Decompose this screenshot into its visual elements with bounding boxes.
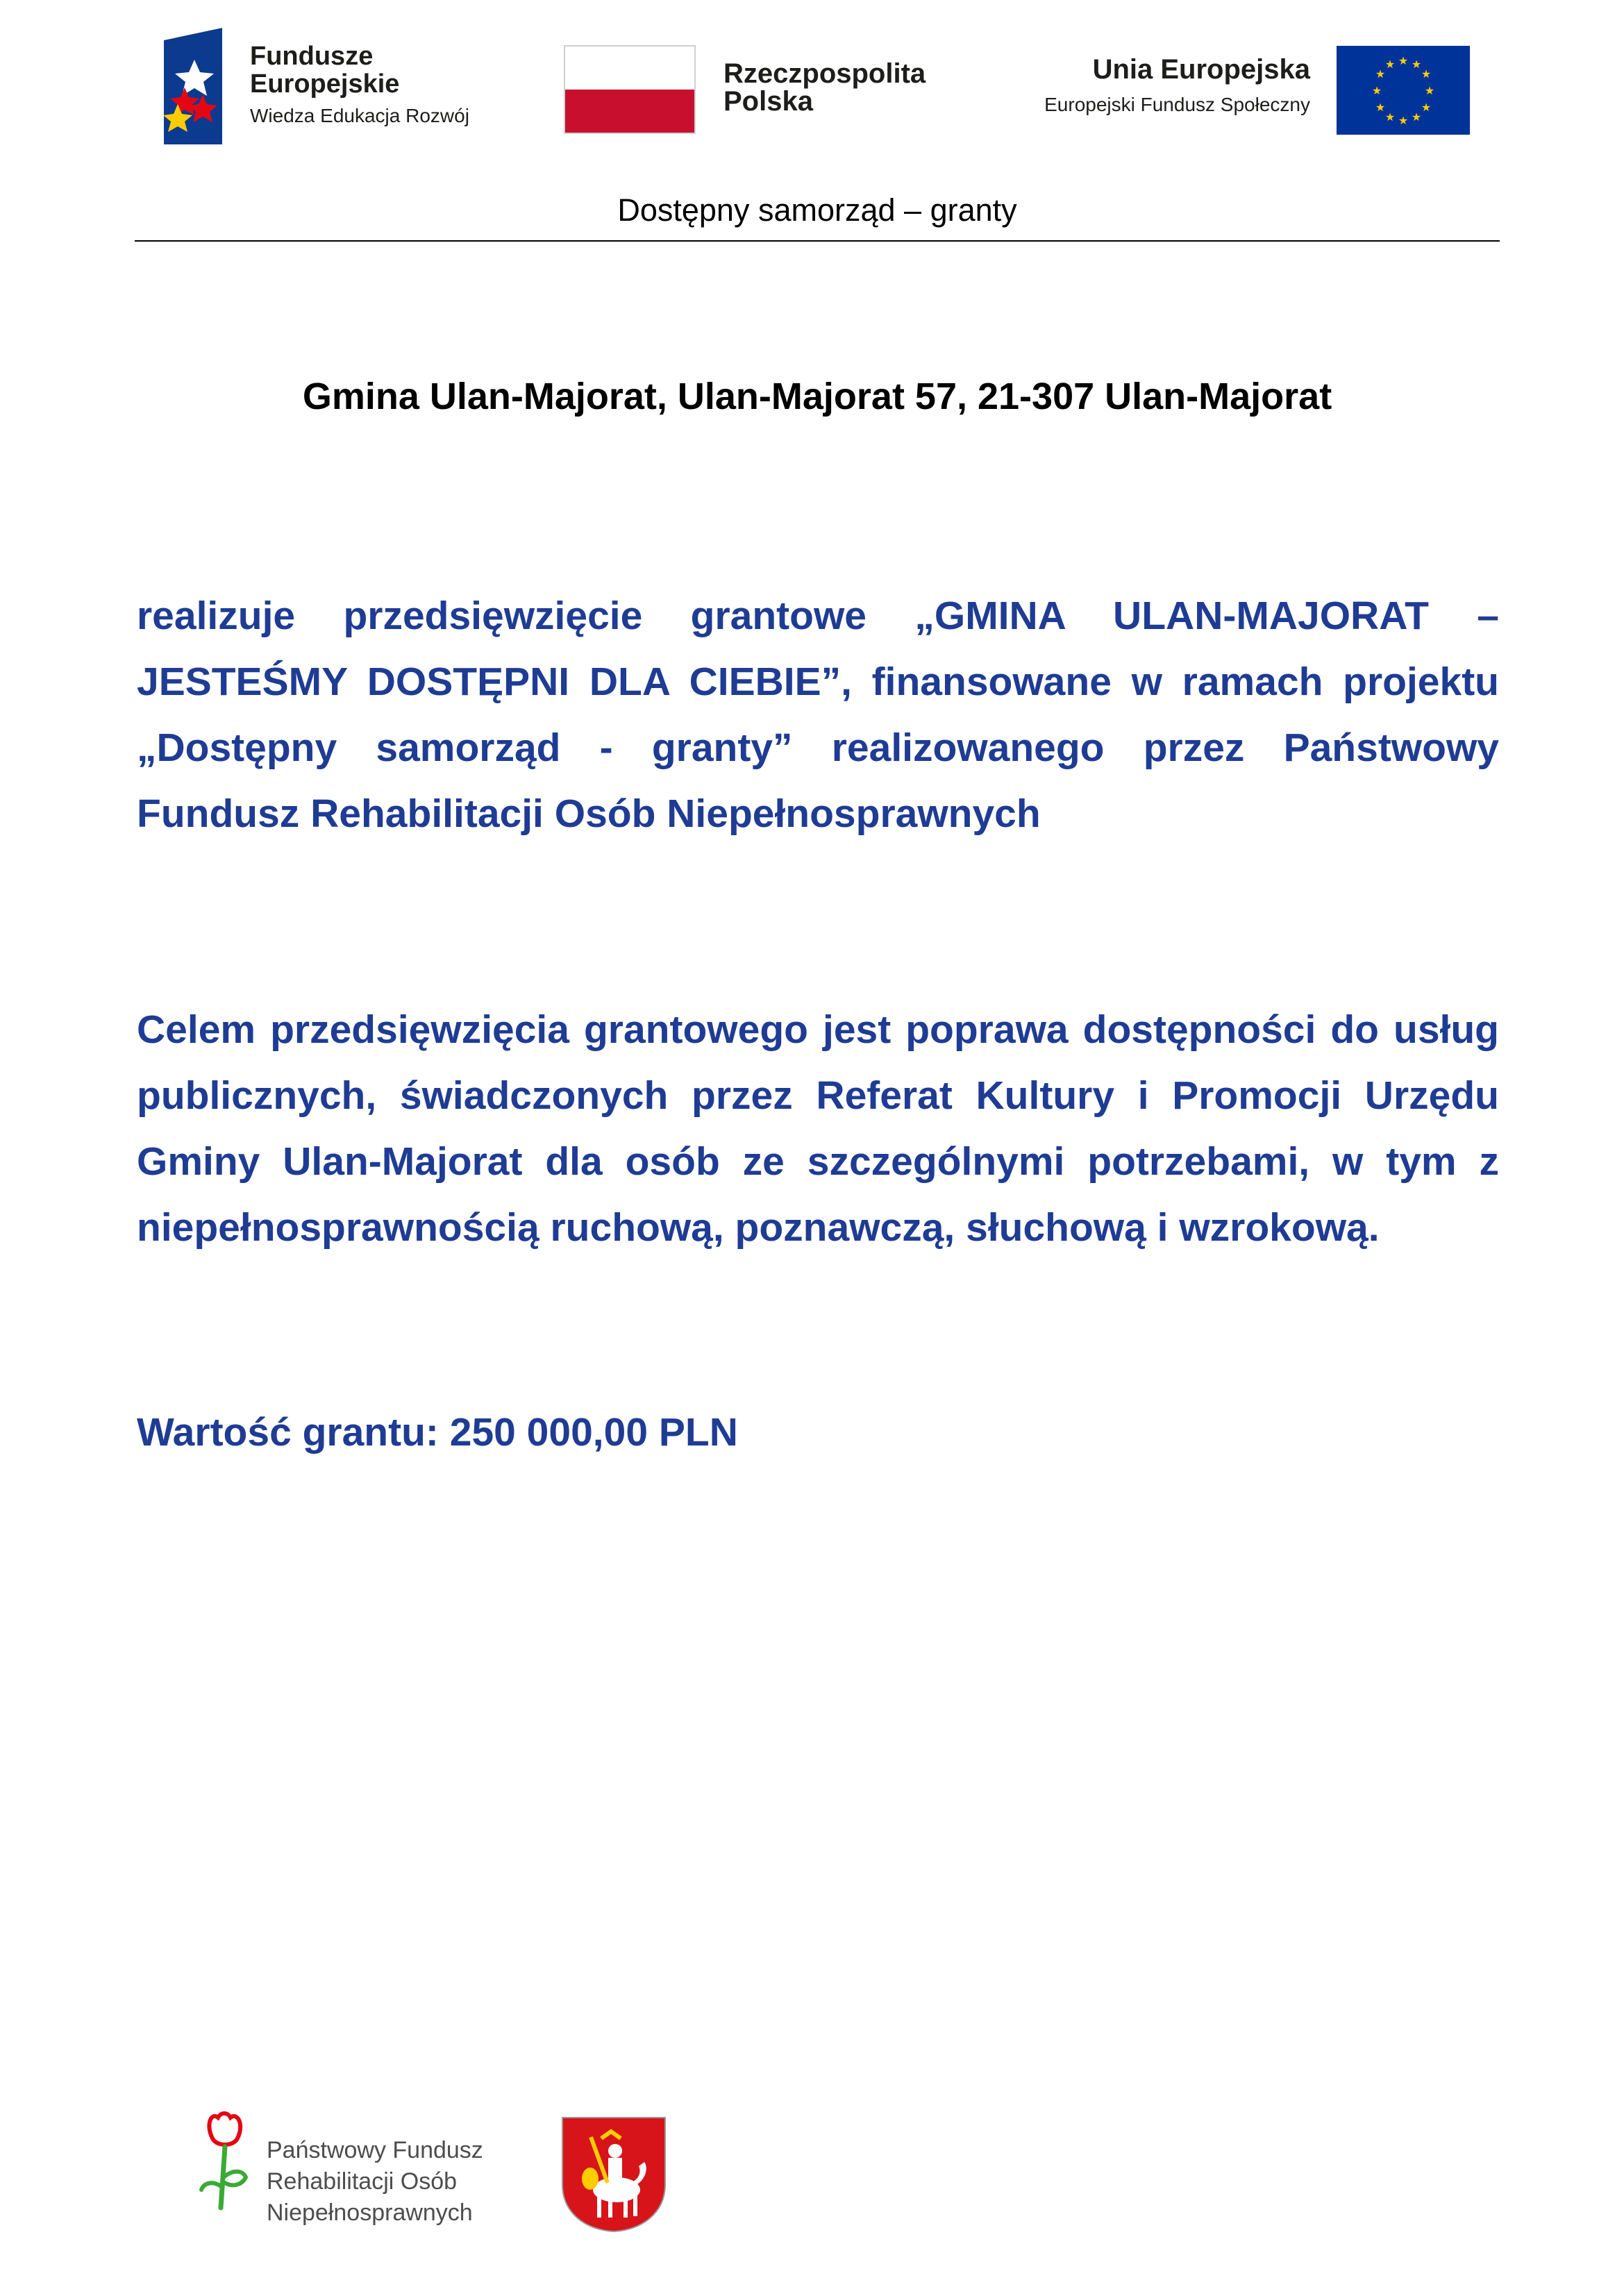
grant-value: Wartość grantu: 250 000,00 PLN xyxy=(137,1410,738,1455)
pfron-line3: Niepełnosprawnych xyxy=(267,2199,473,2226)
fe-line1: Fundusze xyxy=(250,42,374,71)
fe-subtitle: Wiedza Edukacja Rozwój xyxy=(250,104,469,126)
svg-text:★: ★ xyxy=(1398,114,1409,127)
svg-text:★: ★ xyxy=(1421,67,1432,81)
rp-line1: Rzeczpospolita xyxy=(723,58,926,89)
svg-text:★: ★ xyxy=(1424,84,1435,97)
svg-text:★: ★ xyxy=(1375,67,1386,81)
gmina-coat-of-arms-icon xyxy=(560,2115,668,2234)
fe-line2: Europejskie xyxy=(250,69,400,99)
pfron-line2: Rehabilitacji Osób xyxy=(267,2168,458,2195)
svg-text:★: ★ xyxy=(1384,110,1396,124)
fundusze-europejskie-text xyxy=(250,43,469,126)
project-header: Dostępny samorząd – granty xyxy=(617,192,1017,228)
unia-europejska-text xyxy=(1044,54,1310,116)
rzeczpospolita-text xyxy=(723,60,926,115)
ue-subtitle: Europejski Fundusz Społeczny xyxy=(1044,94,1310,115)
polish-flag-icon xyxy=(564,45,696,134)
pfron-line1: Państwowy Fundusz xyxy=(267,2137,483,2163)
pfron-text xyxy=(267,2135,483,2229)
eu-flag-icon xyxy=(1337,46,1470,135)
rp-line2: Polska xyxy=(723,86,813,117)
pfron-tulip-icon xyxy=(199,2111,254,2215)
project-description: realizuje przedsięwzięcie grantowe „GMINA ULAN-MAJORAT – JESTEŚMY DOSTĘPNI DLA CIEBIE”, finansowane w ramach projektu „Dostępny samorząd - granty” realizowanego przez Państwowy Fundusz Rehabilitacji Osób Niepełnosprawnych xyxy=(137,594,1499,836)
logo-bar xyxy=(0,0,1624,160)
header-divider xyxy=(135,240,1500,242)
svg-text:★: ★ xyxy=(1375,101,1386,114)
municipality-address: Gmina Ulan-Majorat, Ulan-Majorat 57, 21-307 Ulan-Majorat xyxy=(302,376,1332,417)
svg-text:★: ★ xyxy=(1411,58,1422,71)
ue-title: Unia Europejska xyxy=(1092,54,1310,85)
project-goal: Celem przedsięwzięcia grantowego jest poprawa dostępności do usług publicznych, świadczonych przez Referat Kultury i Promocji Urzędu Gminy Ulan-Majorat dla osób ze szczególnymi potrzebami, w tym z niepełnosprawnością ruchową, poznawczą, słuchową i wzrokową. xyxy=(137,1007,1499,1250)
svg-text:★: ★ xyxy=(1411,110,1422,124)
svg-text:★: ★ xyxy=(1421,101,1432,114)
svg-text:★: ★ xyxy=(1371,84,1382,97)
fundusze-europejskie-star-icon xyxy=(164,26,233,144)
svg-text:★: ★ xyxy=(1384,58,1396,71)
svg-text:★: ★ xyxy=(1398,54,1409,67)
